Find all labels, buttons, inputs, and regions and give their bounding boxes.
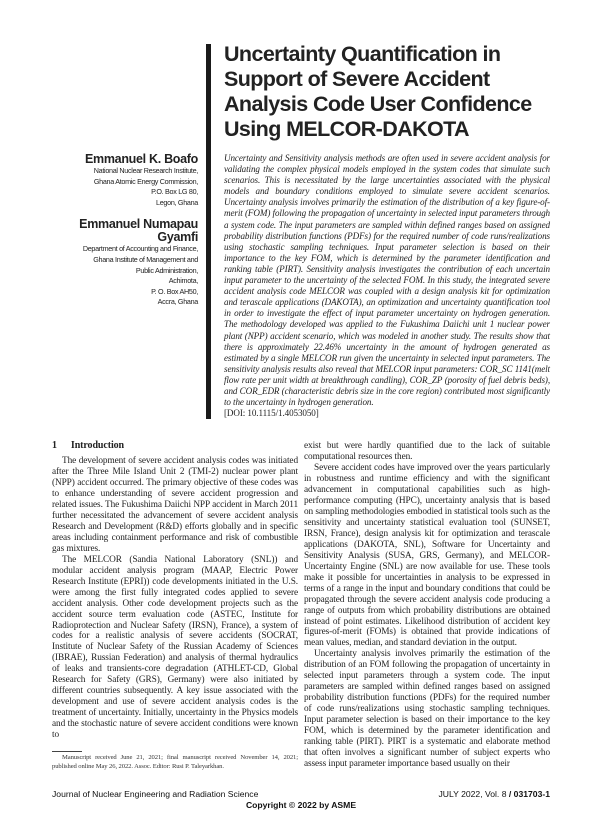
paragraph: Uncertainty analysis involves primarily the estimation of the distribution of an FOM following the propagation of uncertainty in selected input parameters through a system code. The input parameters are sampled within defined ranges based on assigned probability distribution functions (PDFs) for the required number of code runs/realizations using stochastic sampling techniques. Input parameter selection is based on their importance to the key FOM, which is determined by the parameter identification and ranking table (PIRT). PIRT is a systematic and elaborate method that often involves a significant number of subject experts who assess input parameter importance based usually on their [304, 649, 550, 769]
issue-date-volume: JULY 2022, Vol. 8 [438, 789, 507, 800]
title-line: Analysis Code User Confidence [224, 92, 532, 116]
affiliation-line: Ghana Institute of Management and [93, 254, 198, 264]
abstract-text: Uncertainty and Sensitivity analysis methods are often used in severe accident analysis for validating the complex physical models employed in the system codes that simulate such scenarios. This is necessitated by the large uncertainties associated with the physical models and boundary conditions employed to simulate severe accident scenarios. Uncertainty analysis involves primarily the estimation of the distribution of a key figure-of-merit (FOM) following the propagation of uncertainty in selected input parameters through a system code. The input parameters are sampled within defined ranges based on assigned probability distribution functions (PDFs) for the required number of code runs/realizations using stochastic sampling techniques. Input parameter selection is based on their importance to the key FOM, which is determined by the parameter identification and ranking table (PIRT). Sensitivity analysis investigates the contribution of each uncertain input parameter to the uncertainty of the selected FOM. In this study, the integrated severe accident analysis code MELCOR was coupled with a design analysis kit for optimization and terascale applications (DAKOTA), an optimization and uncertainty quantification tool in order to investigate the effect of input parameter uncertainty on hydrogen generation. The methodology developed was applied to the Fukushima Daiichi unit 1 nuclear power plant (NPP) accident scenario, which was modeled in another study. The results show that there is approximately 22.46% uncertainty in the amount of hydrogen generated as estimated by a single MELCOR run given the uncertainty in selected input parameters. The sensitivity analysis results also reveal that MELCOR input parameters: COR_SC 1141(melt flow rate per unit width at breakthrough candling), COR_ZP (porosity of fuel debris beds), and COR_EDR (characteristic debris size in the core region) contributed most significantly to the uncertainty in hydrogen generation. [224, 153, 550, 408]
title-side-bar [206, 44, 211, 419]
body-column-right [304, 441, 550, 771]
title-line: Using MELCOR-DAKOTA [224, 117, 469, 141]
paragraph: The MELCOR (Sandia National Laboratory (SNL)) and modular accident analysis program (MAAP, Electric Power Research Institute (EPRI)) code developments initiated in the U.S. were among the first fully integrated codes applied to severe accident analysis. Other code development projects such as the accident source term evaluation code (ASTEC, Institute for Radioprotection and Nuclear Safety (IRSN), France), a system of codes for a realistic analysis of severe accidents (SOCRAT, Institute of Nuclear Safety of the Russian Academy of Sciences (IBRAE), Russian Federation) and analysis of thermal hydraulics of leaks and transients-core degradation (ATHLET-CD, Global Research for Safety (GRS), Germany) were also initiated by different countries subsequently. A key issue associated with the development and use of severe accident analysis codes is the treatment of uncertainty. Initially, uncertainty in the Physics models and the stochastic nature of severe accident conditions were known to [52, 554, 298, 741]
author [52, 153, 198, 208]
author-block [52, 153, 198, 419]
author [52, 218, 198, 308]
affiliation-line: P. O. Box AH50, [151, 286, 198, 296]
section-number: 1 [52, 440, 57, 452]
affiliation-line: Public Administration, [135, 265, 198, 275]
affiliation-line: P.O. Box LG 80, [151, 187, 198, 197]
paragraph: exist but were hardly quantified due to the lack of suitable computational resources then. [304, 441, 550, 463]
footer-row [52, 789, 550, 799]
section-title: Introduction [70, 440, 124, 452]
body-columns [52, 441, 550, 771]
journal-name: Journal of Nuclear Engineering and Radiation Science [52, 789, 259, 800]
header-section [52, 42, 550, 419]
author-name: Emmanuel K. Boafo [85, 152, 198, 166]
affiliation-line: National Nuclear Research Institute, [93, 166, 198, 175]
title-line: Support of Severe Accident [224, 67, 490, 91]
affiliation-line: Accra, Ghana [157, 297, 198, 307]
author-name: Gyamfi [157, 230, 198, 245]
affiliation-line: Department of Accounting and Finance, [82, 244, 198, 254]
doi-link[interactable]: [DOI: 10.1115/1.4053050] [224, 408, 319, 419]
section-heading [52, 441, 298, 452]
affiliation-line: Achimota, [168, 276, 198, 286]
page-number: 031703-1 [513, 789, 550, 800]
body-column-left [52, 441, 298, 771]
copyright: Copyright © 2022 by ASME [245, 800, 357, 811]
abstract [224, 153, 550, 419]
affiliation-line: Legon, Ghana [156, 197, 198, 207]
paper-title [224, 42, 550, 142]
affiliation-line: Ghana Atomic Energy Commission, [93, 176, 198, 186]
footnote-rule [52, 751, 82, 752]
author-name: Emmanuel Numapau [79, 217, 198, 232]
title-line: Uncertainty Quantification in [224, 42, 501, 66]
footnote: Manuscript received June 21, 2021; final manuscript received November 14, 2021; published online May 26, 2022. Assoc. Editor: Rusi P. Taleyarkhan. [52, 753, 298, 770]
separator: / [508, 789, 512, 800]
paragraph: Severe accident codes have improved over the years particularly in robustness and runtime efficiency and with the significant advancement in computational capabilities such as high-performance computing (HPC), uncertainty analysis that is based on sampling methodologies embodied in statistical tools such as the sensitivity and uncertainty statistical evaluation tool (SUNSET, IRSN, France), design analysis kit for optimization and terascale applications (DAKOTA, SNL), Software for Uncertainty and Sensitivity Analysis (SUSA, GRS, Germany), and MELCOR-Uncertainty Engine (SNL) are now available for use. These tools make it possible for uncertainties in analysis to be expressed in terms of a range in the input and boundary conditions that could be propagated through the severe accident analysis code producing a range of outputs from which probability distributions are obtained instead of point estimates. Likelihood distribution of accident key figures-of-merit (FOMs) is obtained that provide indications of mean values, median, and standard deviation in the output. [304, 463, 550, 649]
issue-info [438, 789, 550, 799]
paragraph: The development of severe accident analysis codes was initiated after the Three Mile Island Unit 2 (TMI-2) nuclear power plant (NPP) accident occurred. The primary objective of these codes was to enhance understanding of severe accident progression and related issues. The Fukushima Daiichi NPP accident in March 2011 further necessitated the advancement of severe accident analysis Research and Development (R&D) efforts globally and in specific areas including containment performance and risk of combustible gas mixtures. [52, 456, 298, 554]
title-abstract-block [224, 42, 550, 419]
page-footer [52, 789, 550, 810]
